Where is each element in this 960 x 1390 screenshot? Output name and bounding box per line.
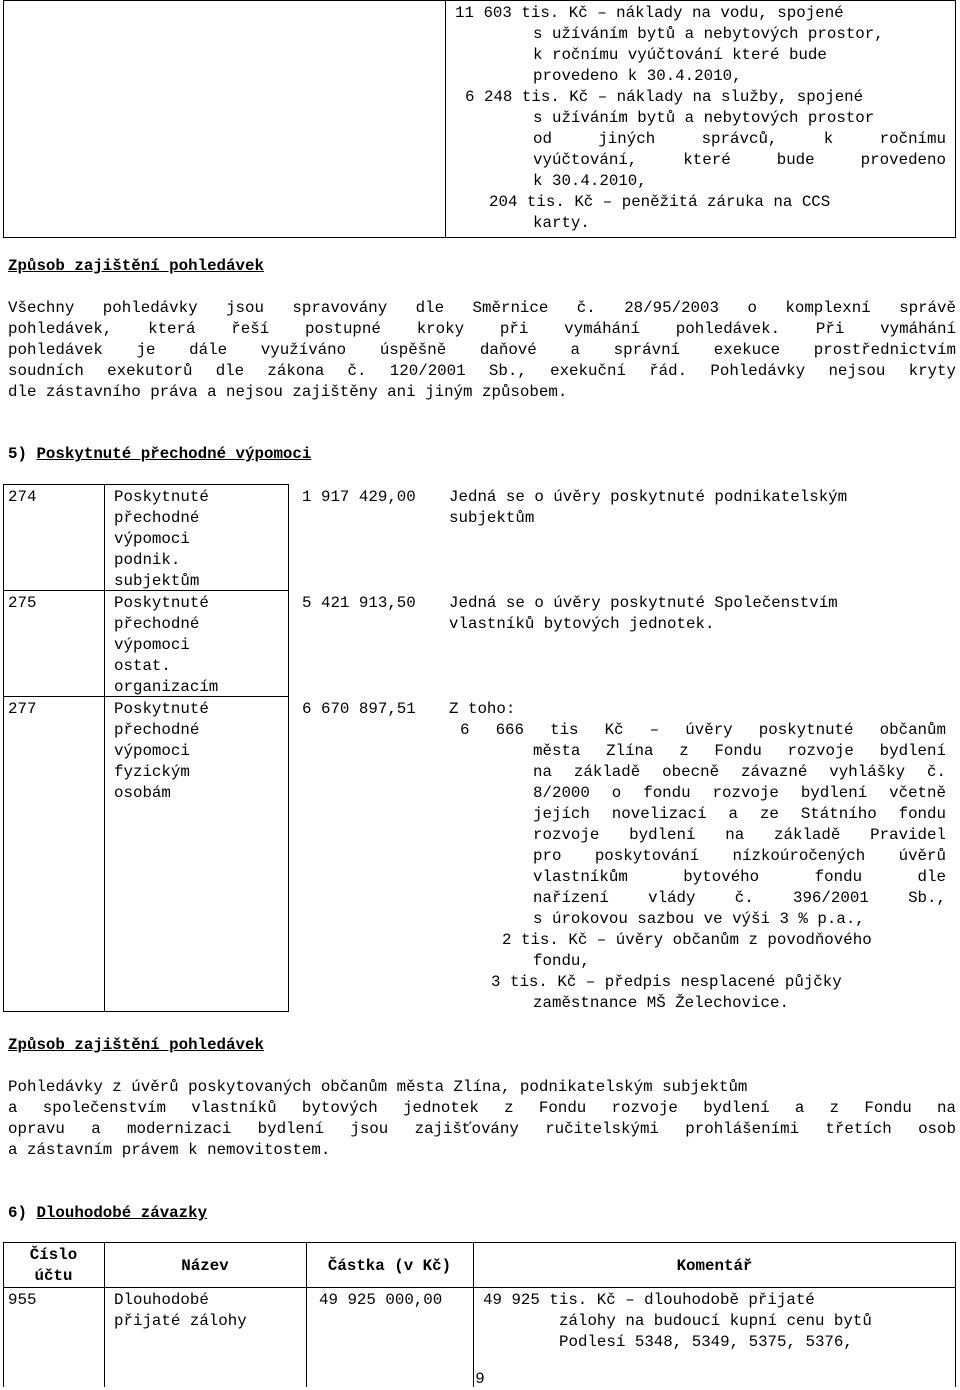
top-line: 204 tis. Kč – peněžitá záruka na CCS xyxy=(489,193,831,211)
comment-line: pro poskytování nízkoúročených úvěrů xyxy=(533,847,946,865)
header-account xyxy=(3,1245,104,1287)
account-name-line: výpomoci xyxy=(114,636,190,654)
comment-line: fondu, xyxy=(533,952,590,970)
account-name-line: subjektům xyxy=(114,572,200,590)
top-line: s užíváním bytů a nebytových prostor, xyxy=(533,25,884,43)
account-name-line: Poskytnuté xyxy=(114,488,209,506)
paragraph-line: a společenstvím vlastníků bytových jednotek z Fondu rozvoje bydlení a z Fondu na xyxy=(8,1099,956,1117)
paragraph-line: Pohledávky z úvěrů poskytovaných občanům města Zlína, podnikatelským subjektům xyxy=(8,1078,748,1096)
header-name: Název xyxy=(181,1257,229,1275)
comment-line: zálohy na budoucí kupní cenu bytů xyxy=(559,1312,872,1330)
top-line: k ročnímu vyúčtování které bude xyxy=(533,46,827,64)
section-6-heading xyxy=(8,1203,207,1224)
paragraph-line: pohledávek je dále využíváno úspěšně daňové a správní exekuce prostřednictvím xyxy=(8,341,956,359)
top-line: k 30.4.2010, xyxy=(533,172,647,190)
comment-line: 6 666 tis Kč – úvěry poskytnuté občanům xyxy=(460,721,946,739)
comment-line: jejích novelizací a ze Státního fondu xyxy=(533,805,946,823)
account-number: 955 xyxy=(8,1291,37,1309)
comment-line: Jedná se o úvěry poskytnuté podnikatelským xyxy=(449,488,848,506)
top-line: 6 248 tis. Kč – náklady na služby, spojené xyxy=(465,88,864,106)
paragraph-line: Všechny pohledávky jsou spravovány dle Směrnice č. 28/95/2003 o komplexní správě xyxy=(8,299,956,317)
account-name-line: přechodné xyxy=(114,721,200,739)
section-5-heading xyxy=(8,444,311,465)
header-comment: Komentář xyxy=(676,1257,753,1275)
amount: 1 917 429,00 xyxy=(302,488,416,506)
account-name-line: ostat. xyxy=(114,657,171,675)
table-divider xyxy=(104,484,105,1012)
comment-line: města Zlína z Fondu rozvoje bydlení xyxy=(533,742,946,760)
paragraph-line: pohledávek, která řeší postupné kroky při vymáhání pohledávek. Při vymáhání xyxy=(8,320,956,338)
comment-line: vlastníků bytových jednotek. xyxy=(449,615,715,633)
section-5-number: 5) xyxy=(8,445,27,463)
comment-line: na základě obecně závazné vyhlášky č. xyxy=(533,763,946,781)
top-line: vyúčtování, které bude provedeno xyxy=(533,151,946,169)
account-name-line: organizacím xyxy=(114,678,219,696)
comment-line: zaměstnance MŠ Želechovice. xyxy=(533,994,789,1012)
amount: 49 925 000,00 xyxy=(319,1291,443,1309)
page-number: 9 xyxy=(475,1370,485,1388)
paragraph-line: a zástavním právem k nemovitostem. xyxy=(8,1141,331,1159)
comment-line: 2 tis. Kč – úvěry občanům z povodňového xyxy=(502,931,872,949)
account-number: 275 xyxy=(8,594,37,612)
paragraph-line: soudních exekutorů dle zákona č. 120/2001 Sb., exekuční řád. Pohledávky nejsou kryty xyxy=(8,362,956,380)
header-divider xyxy=(3,1287,956,1288)
top-line: s užíváním bytů a nebytových prostor xyxy=(533,109,875,127)
account-name-line: přechodné xyxy=(114,615,200,633)
account-number: 274 xyxy=(8,488,37,506)
header-amount: Částka (v Kč) xyxy=(327,1257,452,1275)
comment-line: Z toho: xyxy=(449,700,516,718)
comment-line: Jedná se o úvěry poskytnuté Společenstvím xyxy=(449,594,838,612)
comment-line: 3 tis. Kč – předpis nesplacené půjčky xyxy=(491,973,842,991)
account-name-line: fyzickým xyxy=(114,763,190,781)
paragraph-line: opravu a modernizaci bydlení jsou zajišťovány ručitelskými prohlášeními třetích osob xyxy=(8,1120,956,1138)
comment-line: Podlesí 5348, 5349, 5375, 5376, xyxy=(559,1333,853,1351)
top-line: provedeno k 30.4.2010, xyxy=(533,67,742,85)
account-name-line: podnik. xyxy=(114,551,181,569)
comment-line: vlastníkům bytového fondu dle xyxy=(533,868,946,886)
section-heading-security: Způsob zajištění pohledávek xyxy=(8,257,264,275)
header-account-line: účtu xyxy=(34,1267,73,1285)
account-number: 277 xyxy=(8,700,37,718)
account-name-line: Poskytnuté xyxy=(114,700,209,718)
top-line: karty. xyxy=(533,214,590,232)
comment-line: 49 925 tis. Kč – dlouhodobě přijaté xyxy=(483,1291,815,1309)
paragraph-line: dle zástavního práva a nejsou zajištěny ani jiným způsobem. xyxy=(8,383,568,401)
section-6-number: 6) xyxy=(8,1204,27,1222)
top-table-divider xyxy=(445,0,446,238)
comment-line: s úrokovou sazbou ve výši 3 % p.a., xyxy=(533,910,865,928)
account-name-line: přechodné xyxy=(114,509,200,527)
account-name-line: výpomoci xyxy=(114,530,190,548)
account-name-line: přijaté zálohy xyxy=(114,1312,247,1330)
amount: 6 670 897,51 xyxy=(302,700,416,718)
account-name-line: Poskytnuté xyxy=(114,594,209,612)
comment-line: nařízení vlády č. 396/2001 Sb., xyxy=(533,889,946,907)
top-line: 11 603 tis. Kč – náklady na vodu, spojené xyxy=(455,4,844,22)
section-6-title: Dlouhodobé závazky xyxy=(36,1204,208,1222)
header-account-line: Číslo xyxy=(29,1246,78,1264)
section-heading-security: Způsob zajištění pohledávek xyxy=(8,1036,264,1054)
comment-line: 8/2000 o fondu rozvoje bydlení včetně xyxy=(533,784,946,802)
account-name-line: Dlouhodobé xyxy=(114,1291,209,1309)
amount: 5 421 913,50 xyxy=(302,594,416,612)
top-line: od jiných správců, k ročnímu xyxy=(533,130,946,148)
account-name-line: výpomoci xyxy=(114,742,190,760)
section-5-title: Poskytnuté přechodné výpomoci xyxy=(36,445,312,463)
comment-line: subjektům xyxy=(449,509,535,527)
account-name-line: osobám xyxy=(114,784,171,802)
comment-line: rozvoje bydlení na základě Pravidel xyxy=(533,826,946,844)
